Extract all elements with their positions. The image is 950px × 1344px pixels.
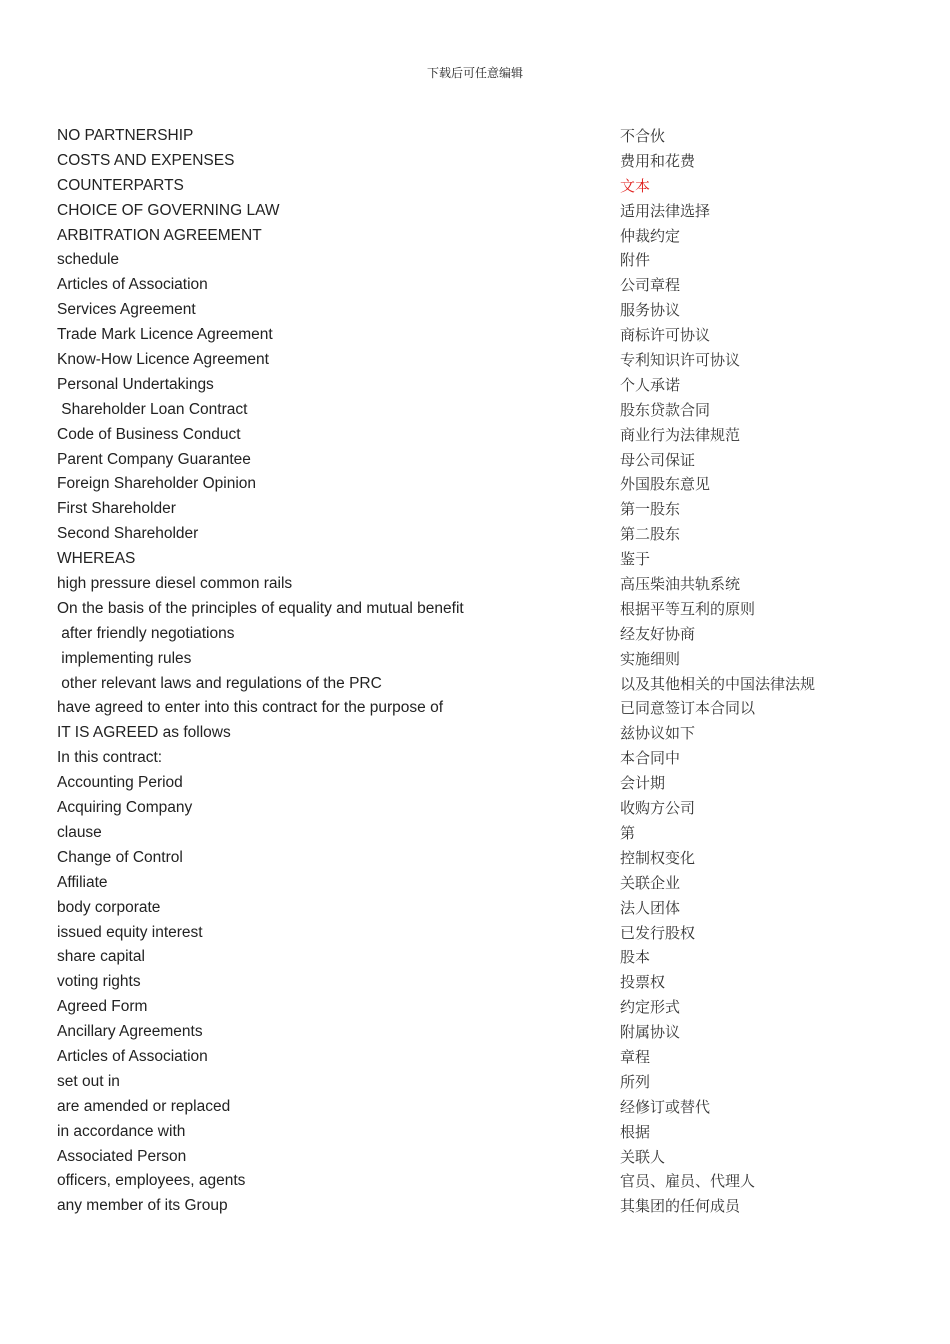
glossary-row bbox=[0, 672, 950, 697]
chinese-term: 个人承诺 bbox=[620, 375, 681, 394]
english-term: Know-How Licence Agreement bbox=[57, 351, 269, 369]
chinese-term: 仲裁约定 bbox=[620, 226, 681, 245]
chinese-term: 会计期 bbox=[620, 774, 666, 793]
english-term: in accordance with bbox=[57, 1122, 186, 1140]
english-term: voting rights bbox=[57, 973, 141, 991]
english-term: Change of Control bbox=[57, 848, 183, 866]
glossary-row bbox=[0, 796, 950, 821]
glossary-row bbox=[0, 572, 950, 597]
glossary-row bbox=[0, 1145, 950, 1170]
english-term: CHOICE OF GOVERNING LAW bbox=[57, 201, 280, 219]
english-term: Parent Company Guarantee bbox=[57, 450, 251, 468]
glossary-row bbox=[0, 622, 950, 647]
glossary-row bbox=[0, 423, 950, 448]
english-term: On the basis of the principles of equality and mutual benefit bbox=[57, 599, 464, 617]
english-term: Affiliate bbox=[57, 873, 108, 891]
chinese-term: 费用和花费 bbox=[620, 151, 696, 170]
chinese-term: 股本 bbox=[620, 948, 651, 967]
glossary-row bbox=[0, 970, 950, 995]
glossary-row bbox=[0, 348, 950, 373]
glossary-row bbox=[0, 199, 950, 224]
glossary-row bbox=[0, 647, 950, 672]
english-term: share capital bbox=[57, 948, 145, 966]
english-term: implementing rules bbox=[57, 649, 192, 667]
chinese-term: 经修订或替代 bbox=[620, 1097, 711, 1116]
english-term: Trade Mark Licence Agreement bbox=[57, 326, 273, 344]
chinese-term: 投票权 bbox=[620, 973, 666, 992]
english-term: Foreign Shareholder Opinion bbox=[57, 475, 257, 493]
english-term: have agreed to enter into this contract for the purpose of bbox=[57, 699, 444, 717]
chinese-term: 鉴于 bbox=[620, 550, 651, 569]
chinese-term: 第 bbox=[620, 823, 636, 842]
chinese-term: 其集团的任何成员 bbox=[620, 1197, 741, 1216]
glossary-row bbox=[0, 746, 950, 771]
english-term: NO PARTNERSHIP bbox=[57, 127, 194, 144]
english-term: Agreed Form bbox=[57, 998, 148, 1016]
glossary-row bbox=[0, 398, 950, 423]
chinese-term: 商业行为法律规范 bbox=[620, 425, 741, 444]
glossary-row bbox=[0, 522, 950, 547]
english-term: set out in bbox=[57, 1072, 120, 1090]
chinese-term: 关联企业 bbox=[620, 873, 681, 892]
english-term: schedule bbox=[57, 251, 120, 269]
chinese-term: 经友好协商 bbox=[620, 624, 696, 643]
chinese-term: 本合同中 bbox=[620, 749, 681, 768]
chinese-term: 控制权变化 bbox=[620, 848, 696, 867]
glossary-list bbox=[0, 124, 950, 1219]
english-term: First Shareholder bbox=[57, 500, 176, 518]
glossary-row bbox=[0, 995, 950, 1020]
english-term: Personal Undertakings bbox=[57, 375, 214, 393]
glossary-row bbox=[0, 323, 950, 348]
english-term: Acquiring Company bbox=[57, 799, 193, 817]
glossary-row bbox=[0, 1045, 950, 1070]
chinese-term: 第一股东 bbox=[620, 500, 681, 519]
chinese-term: 实施细则 bbox=[620, 649, 681, 668]
glossary-row bbox=[0, 273, 950, 298]
chinese-term: 兹协议如下 bbox=[620, 724, 696, 743]
chinese-term: 以及其他相关的中国法律法规 bbox=[620, 674, 816, 693]
chinese-term: 文本 bbox=[620, 176, 651, 195]
english-term: COSTS AND EXPENSES bbox=[57, 151, 235, 169]
glossary-row bbox=[0, 224, 950, 249]
glossary-row bbox=[0, 124, 950, 149]
chinese-term: 官员、雇员、代理人 bbox=[620, 1172, 756, 1191]
english-term: Services Agreement bbox=[57, 301, 196, 319]
page-header: 下载后可任意编辑 bbox=[426, 66, 523, 80]
glossary-row bbox=[0, 472, 950, 497]
english-term: Associated Person bbox=[57, 1147, 187, 1165]
chinese-term: 外国股东意见 bbox=[620, 475, 711, 494]
english-term: Articles of Association bbox=[57, 1047, 208, 1065]
english-term: officers, employees, agents bbox=[57, 1172, 246, 1190]
english-term: COUNTERPARTS bbox=[57, 176, 184, 194]
chinese-term: 高压柴油共轨系统 bbox=[620, 575, 741, 594]
chinese-term: 股东贷款合同 bbox=[620, 400, 711, 419]
chinese-term: 服务协议 bbox=[620, 301, 681, 320]
chinese-term: 约定形式 bbox=[620, 998, 681, 1017]
glossary-row bbox=[0, 1020, 950, 1045]
chinese-term: 第二股东 bbox=[620, 525, 681, 544]
english-term: other relevant laws and regulations of the PRC bbox=[57, 674, 382, 692]
english-term: Second Shareholder bbox=[57, 525, 199, 543]
english-term: Accounting Period bbox=[57, 774, 183, 792]
english-term: In this contract: bbox=[57, 749, 163, 767]
chinese-term: 商标许可协议 bbox=[620, 326, 711, 345]
glossary-row bbox=[0, 945, 950, 970]
glossary-row bbox=[0, 1194, 950, 1219]
glossary-row bbox=[0, 771, 950, 796]
glossary-row bbox=[0, 1095, 950, 1120]
chinese-term: 章程 bbox=[620, 1047, 651, 1066]
glossary-row bbox=[0, 174, 950, 199]
glossary-row bbox=[0, 896, 950, 921]
glossary-row bbox=[0, 1070, 950, 1095]
english-term: Ancillary Agreements bbox=[57, 1023, 203, 1041]
chinese-term: 专利知识许可协议 bbox=[620, 351, 741, 370]
chinese-term: 法人团体 bbox=[620, 898, 681, 917]
chinese-term: 根据 bbox=[620, 1122, 651, 1141]
glossary-row bbox=[0, 149, 950, 174]
glossary-row bbox=[0, 597, 950, 622]
glossary-row bbox=[0, 721, 950, 746]
chinese-term: 关联人 bbox=[620, 1147, 666, 1166]
english-term: after friendly negotiations bbox=[57, 624, 235, 642]
glossary-row bbox=[0, 846, 950, 871]
chinese-term: 已发行股权 bbox=[620, 923, 696, 942]
chinese-term: 不合伙 bbox=[620, 127, 666, 145]
chinese-term: 适用法律选择 bbox=[620, 201, 711, 220]
glossary-row bbox=[0, 373, 950, 398]
english-term: Articles of Association bbox=[57, 276, 208, 294]
glossary-row bbox=[0, 497, 950, 522]
glossary-row bbox=[0, 921, 950, 946]
chinese-term: 公司章程 bbox=[620, 276, 681, 295]
glossary-row bbox=[0, 1120, 950, 1145]
glossary-row bbox=[0, 1169, 950, 1194]
english-term: ARBITRATION AGREEMENT bbox=[57, 226, 262, 244]
english-term: IT IS AGREED as follows bbox=[57, 724, 231, 742]
english-term: issued equity interest bbox=[57, 923, 203, 941]
chinese-term: 附件 bbox=[620, 251, 651, 270]
chinese-term: 母公司保证 bbox=[620, 450, 696, 469]
chinese-term: 所列 bbox=[620, 1072, 651, 1091]
english-term: Code of Business Conduct bbox=[57, 425, 241, 443]
glossary-row bbox=[0, 871, 950, 896]
english-term: any member of its Group bbox=[57, 1197, 228, 1215]
english-term: body corporate bbox=[57, 898, 161, 916]
chinese-term: 已同意签订本合同以 bbox=[620, 699, 756, 718]
english-term: are amended or replaced bbox=[57, 1097, 231, 1115]
english-term: WHEREAS bbox=[57, 550, 136, 568]
chinese-term: 根据平等互利的原则 bbox=[620, 599, 756, 618]
glossary-row bbox=[0, 821, 950, 846]
english-term: high pressure diesel common rails bbox=[57, 575, 293, 593]
chinese-term: 附属协议 bbox=[620, 1023, 681, 1042]
chinese-term: 收购方公司 bbox=[620, 799, 696, 818]
glossary-row bbox=[0, 696, 950, 721]
english-term: clause bbox=[57, 823, 102, 841]
glossary-row bbox=[0, 298, 950, 323]
glossary-row bbox=[0, 547, 950, 572]
english-term: Shareholder Loan Contract bbox=[57, 400, 248, 418]
glossary-row bbox=[0, 448, 950, 473]
glossary-row bbox=[0, 248, 950, 273]
